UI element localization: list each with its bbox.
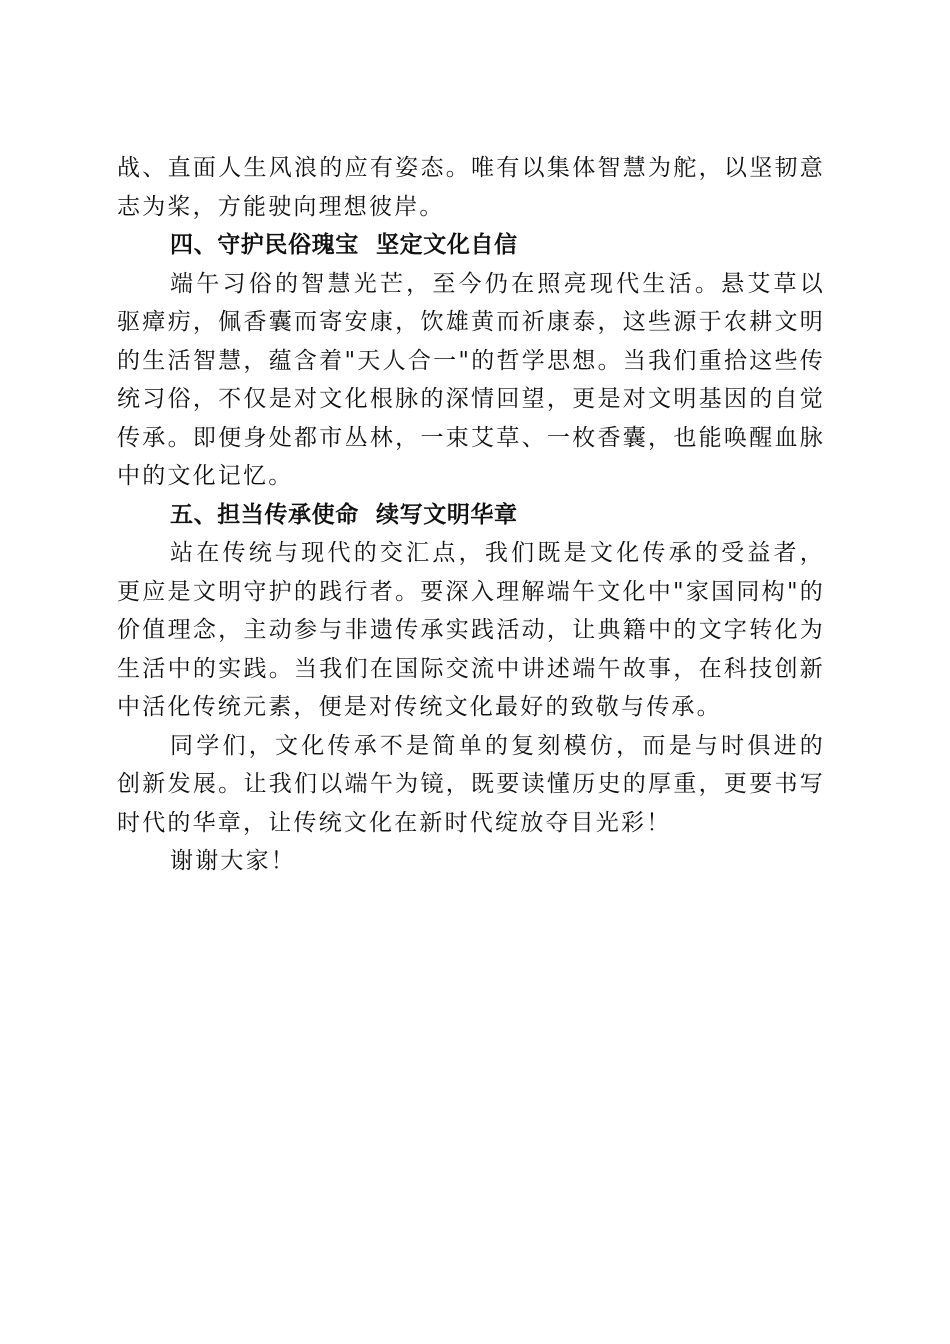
paragraph-thanks: 谢谢大家！ <box>170 848 296 874</box>
section-heading-five: 五、担当传承使命 续写文明华章 <box>170 501 518 528</box>
paragraph-continuation: 战、直面人生风浪的应有姿态。唯有以集体智慧为舵，以坚韧意志为桨，方能驶向理想彼岸。 <box>117 155 825 220</box>
section-heading-four: 四、守护民俗瑰宝 坚定文化自信 <box>170 232 518 258</box>
paragraph-customs-wisdom: 端午习俗的智慧光芒，至今仍在照亮现代生活。悬艾草以驱瘴疠，佩香囊而寄安康，饮雄黄而祈康泰，这些源于农耕文明的生活智慧，蕴含着"天人合一"的哲学思想。当我们重拾这些传统习俗，不仅是对文化根脉的深情回望，更是对文明基因的自觉传承。即便身处都市丛林，一束艾草、一枚香囊，也能唤醒血脉中的文化记忆。 <box>117 270 825 489</box>
paragraph-inheritance-mission: 站在传统与现代的交汇点，我们既是文化传承的受益者，更应是文明守护的践行者。要深入理解端午文化中"家国同构"的价值理念，主动参与非遗传承实践活动，让典籍中的文字转化为生活中的实践。当我们在国际交流中讲述端午故事，在科技创新中活化传统元素，便是对传统文化最好的致敬与传承。 <box>117 540 825 720</box>
paragraph-closing-appeal: 同学们，文化传承不是简单的复刻模仿，而是与时俱进的创新发展。让我们以端午为镜，既要读懂历史的厚重，更要书写时代的华章，让传统文化在新时代绽放夺目光彩！ <box>117 732 825 836</box>
document-body <box>117 149 825 881</box>
